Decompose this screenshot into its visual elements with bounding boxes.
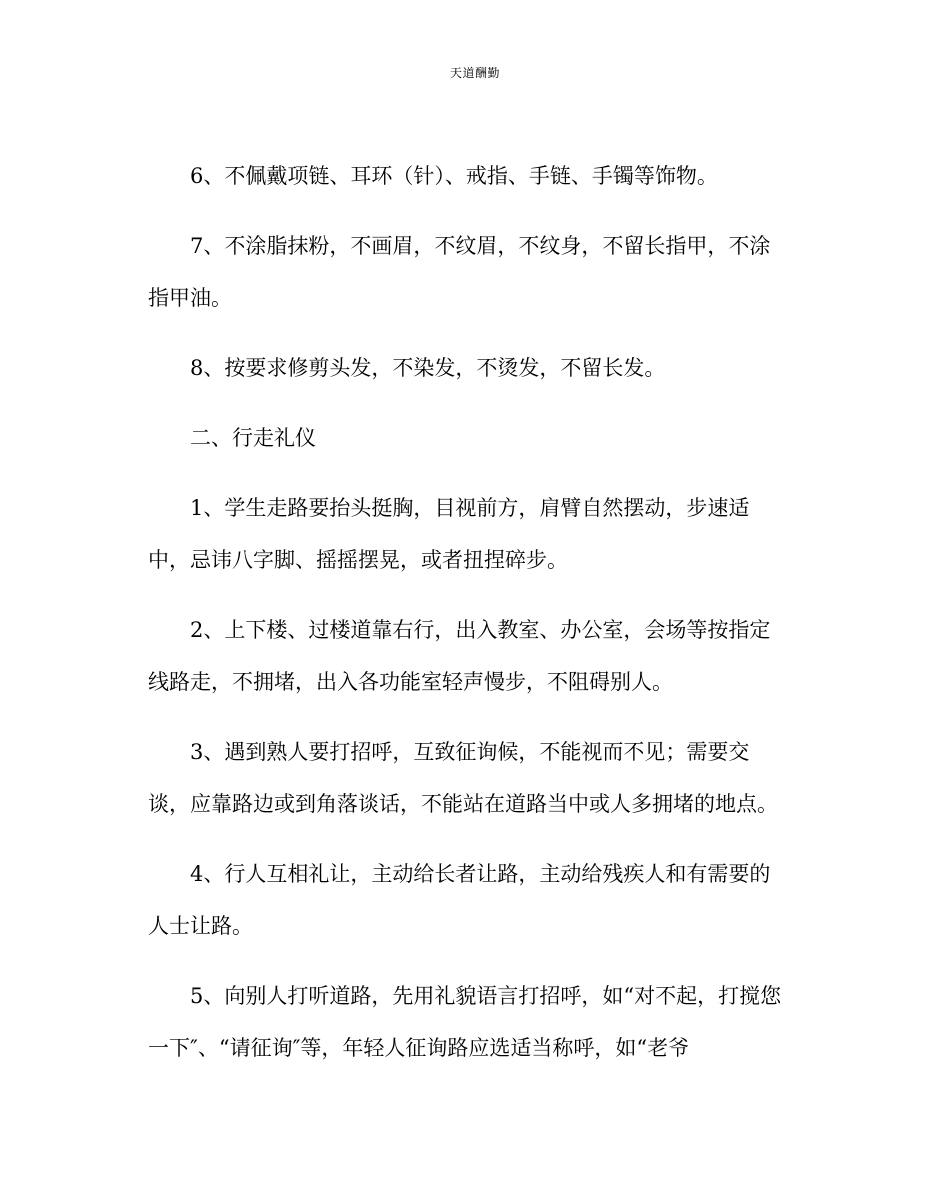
paragraph-walking-2: 2、上下楼、过楼道靠右行，出入教室、办公室，会场等按指定 线路走，不拥堵，出入各功能室轻声慢步，不阻碍别人。 [148,618,771,694]
paragraph-walking-1: 1、学生走路要抬头挺胸，目视前方，肩臂自然摆动，步速适 中，忌讳八字脚、摇摇摆晃，或者扭捏碎步。 [148,496,750,572]
paragraph-rule-7: 7、不涂脂抹粉，不画眉，不纹眉，不纹身，不留长指甲，不涂 指甲油。 [148,234,771,310]
section-heading-walking-etiquette: 二、行走礼仪 [190,426,316,450]
paragraph-walking-5: 5、向别人打听道路，先用礼貌语言打招呼，如“对不起，打搅您 一下″、“请征询″等，年轻人征询路应选适当称呼，如“老爷 [148,984,782,1060]
page-header: 天道酬勤 [449,66,500,80]
paragraph-walking-4: 4、行人互相礼让，主动给长者让路，主动给残疾人和有需要的 人士让路。 [148,862,771,938]
paragraph-walking-3: 3、遇到熟人要打招呼，互致征询候，不能视而不见；需要交 谈，应靠路边或到角落谈话，不能站在道路当中或人多拥堵的地点。 [148,740,778,816]
document-body [148,150,804,1092]
paragraph-rule-8: 8、按要求修剪头发，不染发，不烫发，不留长发。 [190,356,666,380]
paragraph-rule-6: 6、不佩戴项链、耳环（针）、戒指、手链、手镯等饰物。 [190,164,718,188]
